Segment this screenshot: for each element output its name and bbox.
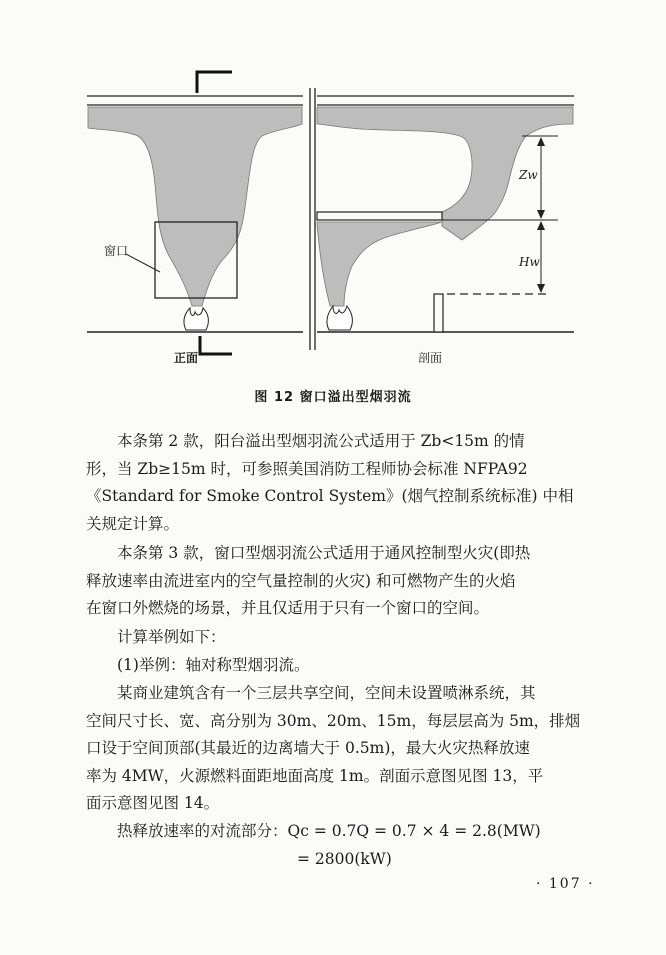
text-line: 面示意图见图 14。	[86, 794, 220, 812]
text-line: 在窗口外燃烧的场景，并且仅适用于只有一个窗口的空间。	[86, 599, 490, 617]
hw-label: Hw	[519, 255, 540, 269]
paragraph-balcony-spill	[86, 428, 606, 538]
text-line: 计算举例如下：	[117, 628, 226, 646]
window-plume-figure	[0, 0, 666, 380]
section-view	[317, 96, 574, 332]
text-line: 某商业建筑含有一个三层共享空间，空间未设置喷淋系统，其	[117, 684, 536, 702]
balcony-slab	[317, 212, 442, 220]
text-line: 口设于空间顶部(其最近的边离墙大于 0.5m)，最大火灾热释放速	[86, 739, 530, 757]
section-plume	[317, 222, 442, 306]
window-label: 窗口	[104, 244, 129, 258]
figure-caption: 图 12 窗口溢出型烟羽流	[254, 390, 412, 405]
paragraph-window-plume	[86, 540, 606, 623]
text-line: 率为 4MW，火源燃料面距地面高度 1m。剖面示意图见图 13，平	[86, 766, 544, 785]
section-mark-top	[197, 72, 232, 93]
equation-line: 热释放速率的对流部分：Qc = 0.7Q = 0.7 × 4 = 2.8(MW)	[117, 822, 541, 840]
text-line: 释放速率由流进室内的空气量控制的火灾) 和可燃物产生的火焰	[86, 571, 516, 590]
zw-label: Zw	[519, 168, 538, 182]
front-view	[87, 96, 303, 332]
front-smoke	[88, 107, 302, 306]
text-line: 本条第 3 款，窗口型烟羽流公式适用于通风控制型火灾(即热	[117, 544, 531, 562]
paragraph-example-heading	[86, 652, 606, 680]
section-mark-bottom	[200, 336, 232, 354]
section-flame	[327, 306, 352, 330]
section-view-label: 剖面	[418, 351, 443, 365]
paragraph-example-body	[86, 680, 606, 818]
text-line: (1)举例：轴对称型烟羽流。	[117, 656, 310, 674]
text-line: 本条第 2 款，阳台溢出型烟羽流公式适用于 Zb<15m 的情	[117, 432, 525, 450]
front-view-label: 正面	[174, 351, 199, 365]
text-line: 形，当 Zb≥15m 时，可参照美国消防工程师协会标准 NFPA92	[86, 459, 528, 478]
front-flame	[184, 308, 208, 330]
equation-line: = 2800(kW)	[297, 849, 392, 868]
opening-wall	[434, 294, 443, 332]
text-line: 关规定计算。	[86, 514, 180, 533]
text-line: 《Standard for Smoke Control System》(烟气控制系统标准) 中相	[86, 487, 574, 505]
text-line: 空间尺寸长、宽、高分别为 30m、20m、15m，每层层高为 5m，排烟	[86, 711, 581, 730]
page-number: · 107 ·	[536, 876, 595, 892]
paragraph-example-intro	[86, 624, 606, 652]
paragraph-convective-heat	[86, 818, 606, 873]
